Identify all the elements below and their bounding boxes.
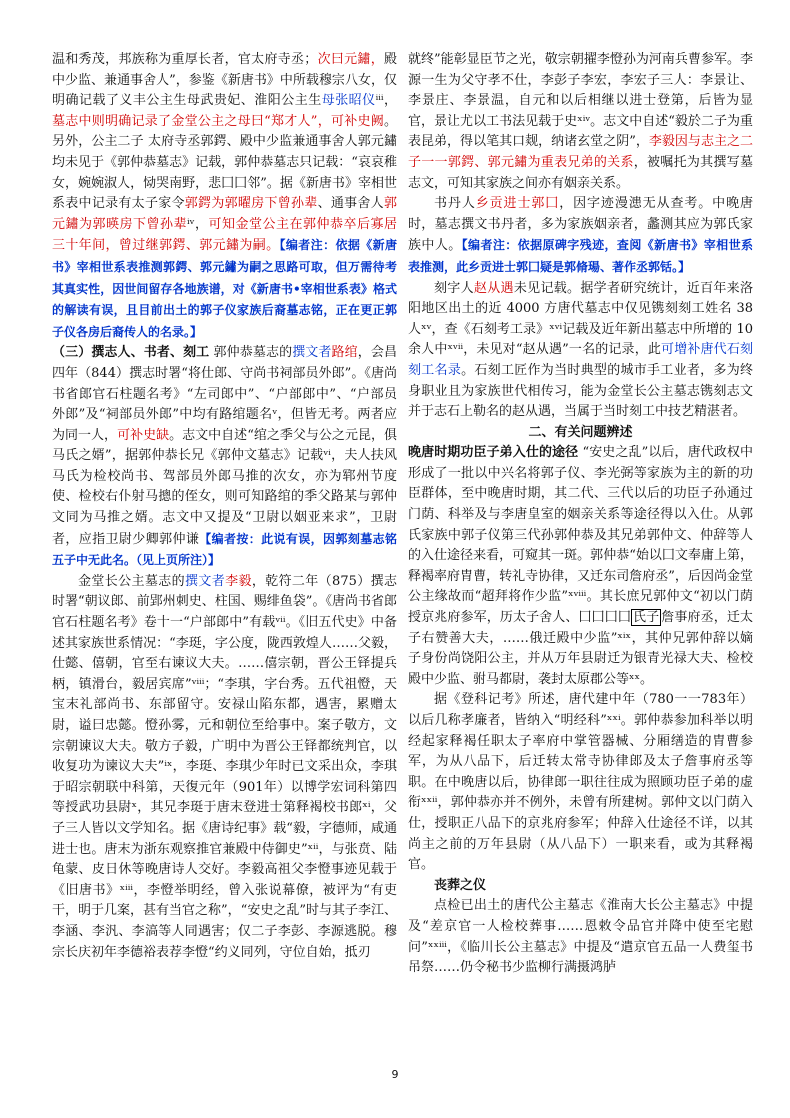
highlight-text: 撰文者 <box>292 345 332 361</box>
highlight-text: 母张昭仪 <box>321 93 376 109</box>
highlight-text: 郭元鏽为郭暎房下曾孙辈 <box>52 196 397 232</box>
paragraph <box>52 50 397 343</box>
text: 金堂长公主墓志的 <box>78 573 185 589</box>
editor-note: 。】 <box>672 259 691 274</box>
text: 刻字人 <box>434 280 474 296</box>
text: ，会昌四年（844）撰志时署“将仕郎、守尚书祠部员外郎”。《唐尚书省郎官石柱题名考》“左司郎中”、“户部郎中”、“户部员外郎”及“祠部员外郎”中均有路绾题名ᵛ，但皆无考。两者应为同一人， <box>52 345 397 443</box>
section-heading: 二、有关问题辨述 <box>528 424 633 440</box>
paragraph <box>408 50 753 194</box>
footnote-ref: ⁱⁱⁱ， <box>375 93 397 109</box>
paragraph <box>408 443 753 690</box>
boxed-text: 氏子 <box>633 610 660 626</box>
text: “安史之乱”以后，唐代政权中形成了一批以中兴名将郭子仪、李光弼等家族为主的新的功臣群体，至中晚唐时期，其二代、三代以后的功臣子孙通过门荫、科举及与李唐皇室的姻亲关系等途径得以入仕。从郭氏家族中郭子仪第三代孙郭仲恭及其兄弟郭仲文、仲辞等人的入仕途径来看，可窥其一斑。郭仲恭“始以囗文奉庸上第，释褐率府胄曹，转礼寺协律，又迁东司詹府丞”，后因尚金堂公主缘故而“超拜将作少监”ˣᵛⁱⁱⁱ。其长庶兄郭仲文“初以门荫授京兆府参军，历太子舍人、囗囗囗囗 <box>408 445 753 626</box>
text: 詹事府丞，迁太子右赞善大夫，……俄迁殿中少监”ˣⁱˣ，其仲兄郭仲辞以嫡子身份尚饶阳公主，并从万年县尉迁为银青光禄大夫、检校殿中少监、驸马都尉，袭封太原郡公等ˣˣ。 <box>408 610 753 687</box>
right-column <box>408 50 753 979</box>
text: 郭仲恭墓志的 <box>209 345 293 361</box>
subsection-heading: 丧葬之仪 <box>434 877 487 893</box>
editor-note: 【编者注：依据原碑字残迹，查阅《新唐书》宰相世系表推测，此乡贡进士郭囗疑是郭 <box>408 238 753 274</box>
paragraph <box>52 572 397 963</box>
text: ，乾符二年（875）撰志时署“朝议郎、前郢州刺史、柱国、赐绯鱼袋”。《唐尚书省郎官石柱题名考》卷十一“户部郎中”有载ᵛⁱⁱ。《旧五代史》中备述其家族世系情况：“李珽，字公度，陇西敦煌人……父毅，仕懿、僖朝，官至右谏议大夫。……僖宗朝，晋公王铎提兵柄，镇滑台，毅居宾席”ᵛⁱⁱⁱ；“李琪，字台秀。五代祖憕，天宝末礼部尚书、东部留守。安禄山陷东都，遇害，累赠太尉，谥曰忠懿。憕孙雾，元和朝位至给事中。案子敬方，文宗朝谏议大夫。敬方子毅，广明中为晋公王铎都统判官，以收复功为谏议大夫”ⁱˣ，李珽、李琪少年时已文采出众，李琪于昭宗朝联中科第，天復元年（901年）以博学宏词科第四等授武功县尉ˣ，其兄李珽于唐末登进士第释褐校书郎ˣⁱ，父子三人皆以文学知名。据《唐诗纪事》载“毅，字德师，咸通进士也。唐末为浙东观察推官兼殿中侍御史”ˣⁱⁱ，与张贲、陆龟蒙、皮日休等晚唐诗人交好。李毅高祖父李憕事迹见载于《旧唐书》ˣⁱⁱⁱ，李憕举明经，曾入张说幕僚，被评为“有吏干，明于几案，甚有当官之称”，“安史之乱”时与其子李江、李涵、李汎、李滈等人同遇害；仅二子李彭、李源逃脱。穆宗长庆初年李德裕表荐李憕“约义同列，守位自始，抵刃 <box>52 573 397 960</box>
highlight-text: 墓志中则明确记录了金堂公主之母曰“郑才人”，可补史阙 <box>52 113 384 129</box>
highlight-text: 乡贡进士郭囗 <box>475 196 560 212</box>
highlight-text: 撰文者 <box>184 573 226 589</box>
subsection-heading: 晚唐时期功臣子弟入仕的途径 <box>408 445 579 461</box>
footnote-ref: ⁱᵛ， <box>187 216 209 232</box>
highlight-text: 可知金堂公主在郭仲恭卒后寡居三十年间，曾过继郭鍔、郭元鏽为嗣。 <box>52 216 397 254</box>
text: 未见记载。据学者研究统计，近百年来洛阳地区出土的近 4000 方唐代墓志中仅见镌刻刻工姓名 38 人ˣᵛ，查《石刻考工录》ˣᵛⁱ记载及近年新出墓志中所增的 10 余人中ˣᵛⁱⁱ，未见对“赵从遇”一名的记录，此 <box>408 280 753 358</box>
highlight-text: 脩瑒 <box>576 259 601 274</box>
page-number: 9 <box>391 1068 399 1081</box>
highlight-text: 路绾 <box>331 345 358 361</box>
highlight-text: 郭鍔为郭曜房下曾孙辈 <box>184 196 318 212</box>
highlight-text: 赵从遇 <box>473 280 514 296</box>
highlight-text: 可补史缺 <box>117 427 170 443</box>
text: 就终”能彰显臣节之光，敬宗朝擢李憕孙为河南兵曹参军。李源一生为父守孝不仕，李彭子李宏，李宏子三人：李景让、李景庄、李景温，自元和以后相继以进士登第，后皆为显官，景让尤以工书法见载于史ˣⁱᵛ。志文中自述“毅於二子为重表昆弟，得以笔其口觌，纳诸玄堂之阴”， <box>408 52 753 150</box>
paragraph <box>408 194 753 278</box>
text: 。另外，公主二子 太府寺丞郭鍔、殿中少监兼通事舍人郭元鏽均未见于《郭仲恭墓志》记载，郭仲恭墓志只记载：“哀哀稚女，婉婉淑人，恸哭南野，悲囗囗邻”。据《新唐书》宰相世系表中记录有太子家令 <box>52 113 397 212</box>
text: 殿中少监、兼通事舍人”，参鉴《新唐书》中所载穆宗八女，仅明确记载了义丰公主生母武贵妃、淮阳公主生 <box>52 52 397 109</box>
text: 。石刻工匠作为当时典型的城市手工业者，多为终身职业且为家族世代相传习，能为金堂长公主墓志镌刻志文并于志石上勒名的赵从遇，当属于当时刻工中技艺精湛者。 <box>408 362 753 420</box>
text: 温和秀茂，邦族称为重厚长者，官太府寺丞； <box>52 52 318 67</box>
editor-note: 、著作丞郭 <box>600 259 661 274</box>
text: 书丹人 <box>434 196 476 212</box>
text: 。志文中自述“绾之季父与公之元昆，俱马氏之婿”，据郭仲恭长兄《郭仲文墓志》记载ᵛⁱ，夫人扶风马氏为检校尚书、驾部员外郎马推的次女，亦为郓州节度使、检校右仆射马摠的侄女，则可知路绾的季父路某与郭仲文同为马推之婿。志文中又提及“卫尉以姻亚来求”，卫尉者，应指卫尉少卿郭仲谦 <box>52 427 397 547</box>
left-column <box>52 50 397 963</box>
paragraph: 点检已出土的唐代公主墓志《淮南大长公主墓志》中提及“差京官一人检校葬事……恩敕令品官并降中使至宅慰问”ˣˣⁱⁱⁱ，《临川长公主墓志》中提及“遣京官五品一人费玺书吊祭……仍令秘书少监柳行满摄鸿胪 <box>408 898 753 976</box>
highlight-text: 铦 <box>660 259 673 274</box>
text: ，因字迹漫漶无从查考。中晚唐时，墓志撰文书丹者，多为家族姻亲者，蠡测其应为郭氏家族中人。 <box>408 196 753 254</box>
editor-note: 【编者按：此说有误，因郭刻墓志铭五子中无此名。（见上页所注）】 <box>52 531 397 568</box>
paragraph <box>408 279 753 423</box>
paragraph: 据《登科记考》所述，唐代建中年（780一一783年）以后几称孝廉者，皆纳入“明经科”ˣˣⁱ。郭仲恭参加科举以明经起家释褐任职太子率府中掌管器械、分厢缮造的胄曹参军，为从八品下，后迁转太常寺协律郎及太子詹事府丞等职。在中晚唐以后，协律郎一职往往成为照顾功臣子弟的虚衔ˣˣⁱⁱ，郭仲恭亦并不例外，未曾有所建树。郭仲文以门荫入仕，授职正八品下的京兆府参军；仲辞入仕途径不详，以其尚主之前的万年县尉（从八品下）一职来看，或为其释褐官。 <box>408 692 753 873</box>
paragraph <box>52 343 397 572</box>
highlight-text: 李毅因与志主之二子一一郭鍔、郭元鏽为重表兄弟的关系 <box>408 134 753 170</box>
text: 、通事舍人 <box>317 196 384 212</box>
highlight-text: 可增补唐代石刻刻工名录 <box>408 342 753 378</box>
text: ，被嘱托为其撰写墓志文，可知其家族之间亦有姻亲关系。 <box>408 154 753 191</box>
highlight-text: 李毅 <box>225 573 252 589</box>
section-heading: （三）撰志人、书者、刻工 <box>52 345 210 361</box>
editor-note: 【编者注：依据《新唐书》宰相世系表推测郭鍔、郭元鏽为嗣之思路可取，但万需待考其真实性，因世间留存各地族谱，对《新唐书•宰相世系表》格式的解读有误，且目前出土的郭子仪家族后裔墓志铭，正在更正郭子仪各房后裔传人的名录。】 <box>52 238 397 339</box>
highlight-text: 次曰元鏽， <box>317 52 384 67</box>
